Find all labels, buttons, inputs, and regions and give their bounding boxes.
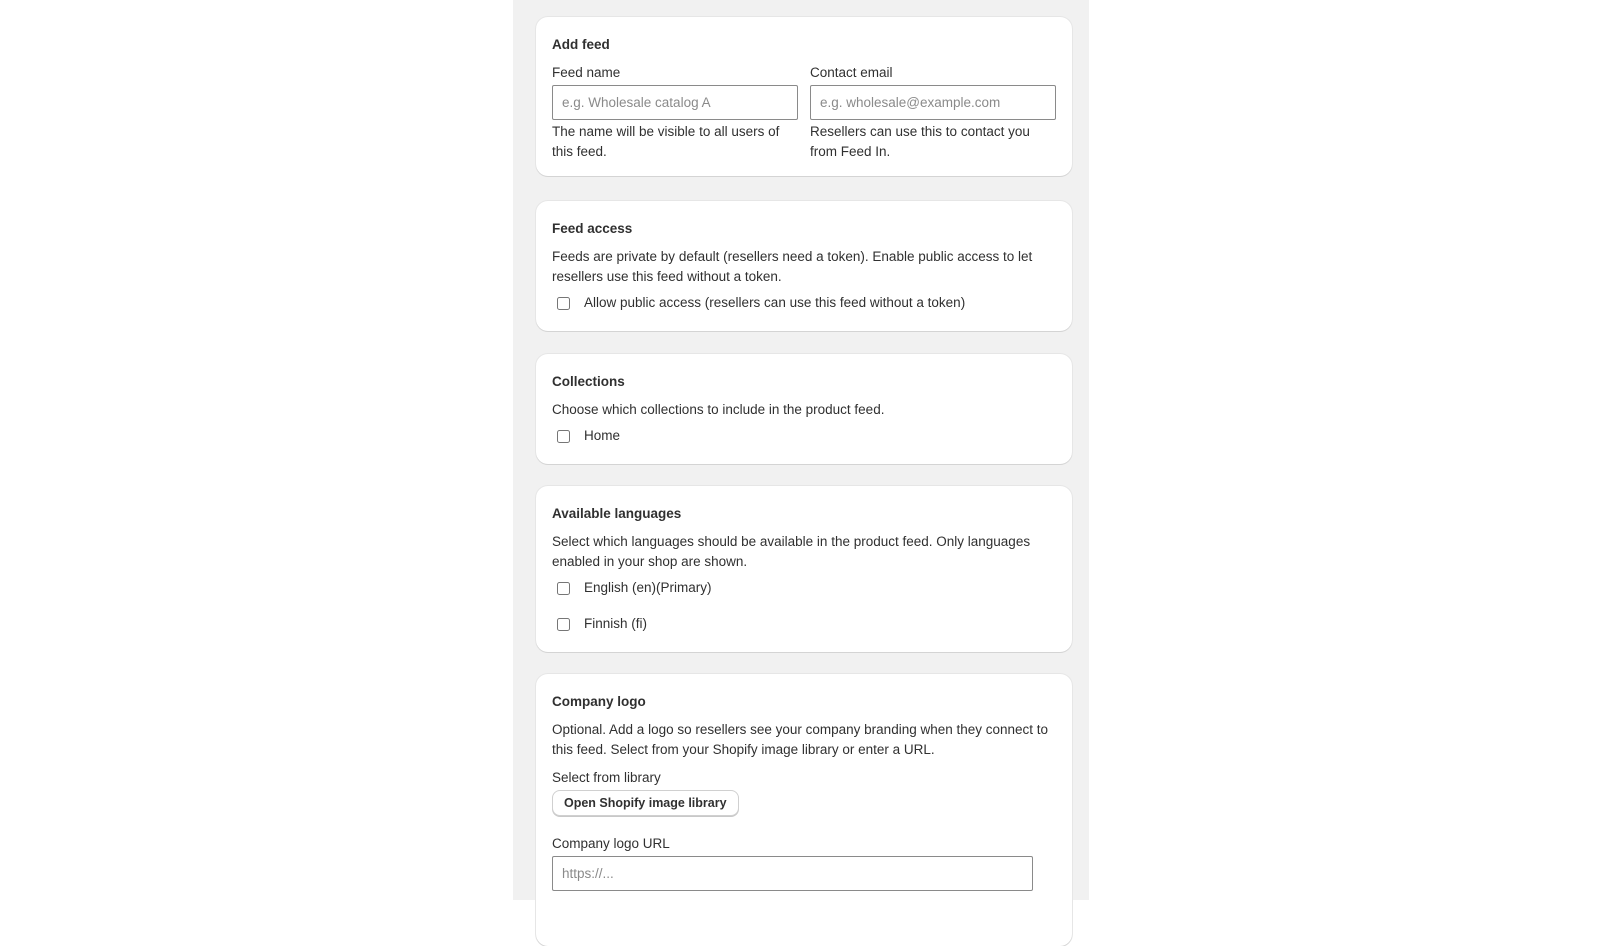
feed-access-description: Feeds are private by default (resellers need a token). Enable public access to let resellers use this feed without a token. — [552, 249, 1033, 284]
language-checkbox-fi[interactable] — [557, 618, 570, 631]
contact-email-input[interactable] — [810, 85, 1056, 120]
feed-access-card — [536, 201, 1072, 331]
collection-checkbox-home[interactable] — [557, 430, 570, 443]
feed-access-title: Feed access — [552, 221, 633, 236]
feed-name-label: Feed name — [552, 65, 621, 80]
public-access-checkbox[interactable] — [557, 297, 570, 310]
feed-name-input[interactable] — [552, 85, 798, 120]
languages-description: Select which languages should be available in the product feed. Only languages enabled in your shop are shown. — [552, 534, 1031, 569]
languages-card — [536, 486, 1072, 652]
public-access-option[interactable] — [552, 289, 1056, 317]
logo-url-input[interactable] — [552, 856, 1033, 891]
language-option-en[interactable] — [552, 574, 1056, 602]
language-option-fi[interactable] — [552, 610, 1056, 638]
company-logo-card — [536, 674, 1072, 946]
collections-title: Collections — [552, 374, 625, 389]
contact-email-label: Contact email — [810, 65, 893, 80]
logo-url-label: Company logo URL — [552, 836, 670, 851]
contact-email-help: Resellers can use this to contact you from Feed In. — [810, 124, 1030, 159]
languages-title: Available languages — [552, 506, 682, 521]
public-access-label: Allow public access (resellers can use this feed without a token) — [584, 295, 966, 310]
language-label: Finnish (fi) — [584, 616, 648, 631]
add-feed-title: Add feed — [552, 37, 610, 52]
open-image-library-button[interactable]: Open Shopify image library — [552, 790, 739, 816]
add-feed-card — [536, 17, 1072, 176]
collections-description: Choose which collections to include in the product feed. — [552, 402, 885, 417]
company-logo-title: Company logo — [552, 694, 646, 709]
language-checkbox-en[interactable] — [557, 582, 570, 595]
feed-name-help: The name will be visible to all users of this feed. — [552, 124, 780, 159]
page-column — [513, 0, 1089, 900]
language-label: English (en)(Primary) — [584, 580, 712, 595]
library-label: Select from library — [552, 770, 661, 785]
collections-card — [536, 354, 1072, 464]
collection-label: Home — [584, 428, 621, 443]
company-logo-description: Optional. Add a logo so resellers see your company branding when they connect to this feed. Select from your Shopify image library or enter a URL. — [552, 722, 1049, 757]
collection-option-home[interactable] — [552, 422, 1056, 450]
